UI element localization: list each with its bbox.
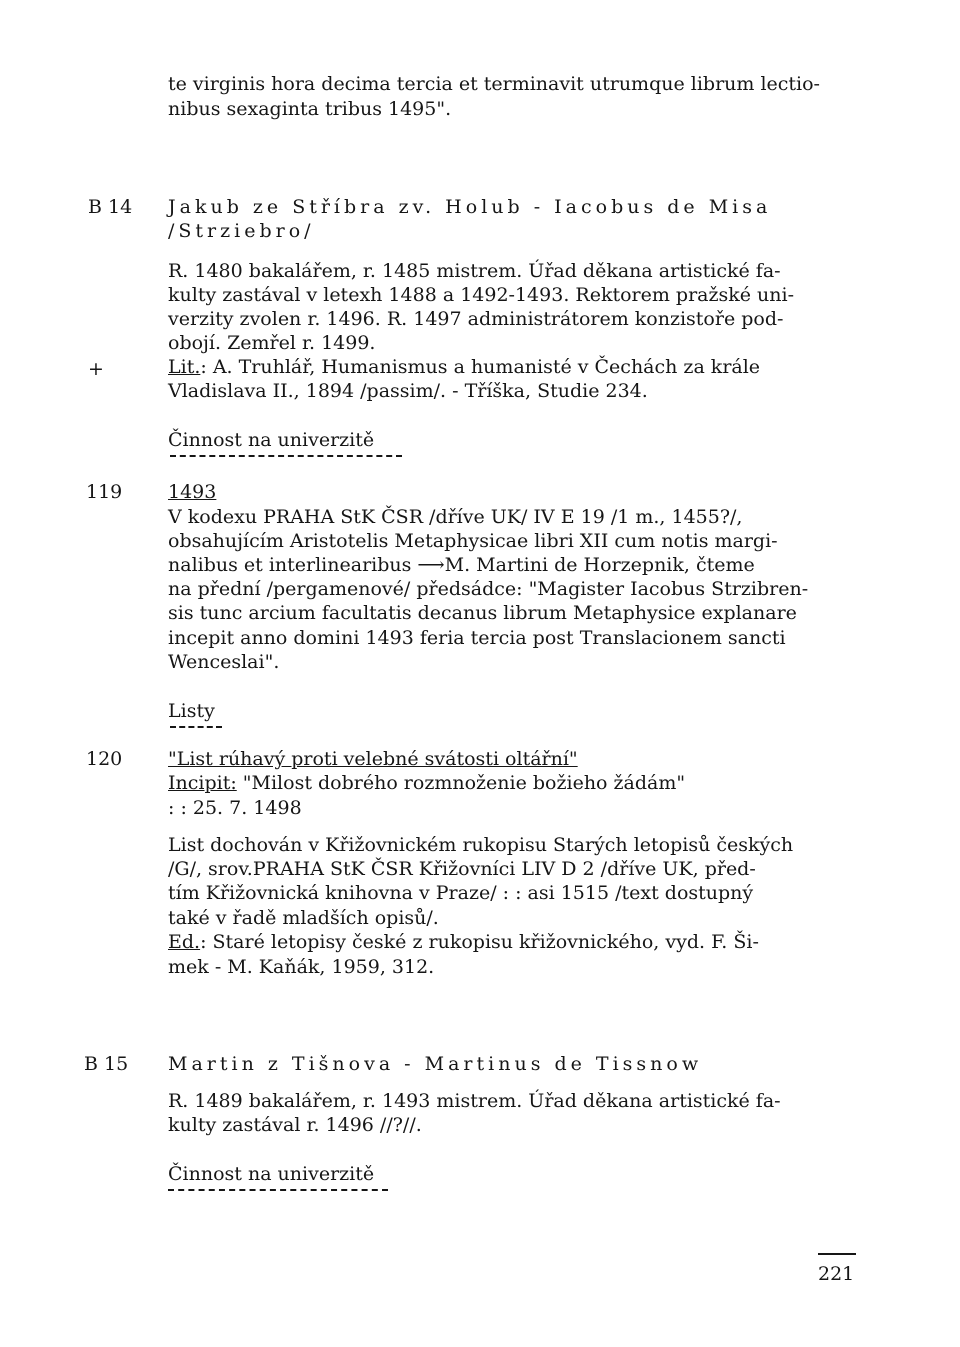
entry119-line-5: sis tunc arcium facultatis decanus librum Metaphysice explanare [168, 602, 797, 624]
entry-number-b15: B 15 [84, 1053, 129, 1075]
page-number-rule [818, 1253, 856, 1255]
listy-heading: Listy [168, 700, 215, 722]
lit-label: Lit. [168, 356, 201, 378]
ed-label: Ed. [168, 931, 201, 953]
b15-heading: Martin z Tišnova - Martinus de Tissnow [168, 1053, 703, 1075]
entry-number-120: 120 [86, 748, 123, 770]
entry120-edition-line-1 [168, 930, 759, 955]
b14-activity-heading: Činnost na univerzitě [168, 429, 375, 451]
entry119-line-3: nalibus et interlinearibus ⟶M. Martini de Horzepnik, čteme [168, 554, 755, 576]
entry120-title: "List rúhavý proti velebné svátosti oltářní" [168, 748, 578, 770]
entry-number-b14: B 14 [88, 196, 133, 218]
b15-activity-dashed-rule [168, 1189, 388, 1191]
intro-line-1: te virginis hora decima tercia et terminavit utrumque librum lectio- [168, 73, 820, 95]
entry120-date: : : 25. 7. 1498 [168, 797, 302, 819]
entry119-line-4: na přední /pergamenové/ předsádce: "Magister Iacobus Strzibren- [168, 578, 809, 600]
listy-dashed-rule [170, 726, 222, 728]
b14-bio-line-1: R. 1480 bakalářem, r. 1485 mistrem. Úřad děkana artistické fa- [168, 260, 781, 282]
b14-bio-line-3: verzity zvolen r. 1496. R. 1497 administrátorem konzistoře pod- [168, 308, 784, 330]
b14-heading-line-2: /Strziebro/ [168, 220, 315, 242]
b14-bio-line-4: obojí. Zemřel r. 1499. [168, 332, 376, 354]
entry120-incipit [168, 771, 685, 796]
entry-number-119: 119 [86, 481, 123, 503]
incipit-label: Incipit: [168, 772, 237, 794]
ed-text: : Staré letopisy české z rukopisu křižovnického, vyd. F. Ši- [200, 931, 759, 953]
page-number: 221 [818, 1263, 855, 1285]
b14-heading-line-1: Jakub ze Stříbra zv. Holub - Iacobus de Misa [168, 196, 772, 218]
b15-bio-line-1: R. 1489 bakalářem, r. 1493 mistrem. Úřad děkana artistické fa- [168, 1090, 781, 1112]
entry120-body-line-1: List dochován v Křižovnickém rukopisu Starých letopisů českých [168, 834, 794, 856]
b14-activity-dashed-rule [170, 455, 402, 457]
lit-text: : A. Truhlář, Humanismus a humanisté v Čechách za krále [200, 356, 761, 378]
entry119-line-6: incepit anno domini 1493 feria tercia post Translacionem sancti [168, 627, 786, 649]
b15-activity-heading: Činnost na univerzitě [168, 1163, 375, 1185]
intro-line-2: nibus sexaginta tribus 1495". [168, 98, 452, 120]
entry119-line-1: V kodexu PRAHA StK ČSR /dříve UK/ IV E 19 /1 m., 1455?/, [168, 506, 743, 528]
entry119-year: 1493 [168, 481, 217, 503]
b14-literature-line-1 [168, 355, 760, 380]
entry120-body-line-4: také v řadě mladších opisů/. [168, 907, 439, 929]
entry120-body-line-3: tím Křižovnická knihovna v Praze/ : : asi 1515 /text dostupný [168, 882, 754, 904]
incipit-text: "Milost dobrého rozmnoženie božieho žádám" [236, 772, 686, 794]
entry120-body-line-2: /G/, srov.PRAHA StK ČSR Křižovníci LIV D 2 /dříve UK, před- [168, 858, 756, 880]
b14-literature-line-2: Vladislava II., 1894 /passim/. - Tříška, Studie 234. [168, 380, 648, 402]
lit-plus-marker: + [88, 358, 104, 380]
b14-bio-line-2: kulty zastával v letexh 1488 a 1492-1493. Rektorem pražské uni- [168, 284, 795, 306]
b15-bio-line-2: kulty zastával r. 1496 //?//. [168, 1114, 422, 1136]
entry119-line-7: Wenceslai". [168, 651, 280, 673]
entry119-line-2: obsahujícím Aristotelis Metaphysicae libri XII cum notis margi- [168, 530, 778, 552]
entry120-edition-line-2: mek - M. Kaňák, 1959, 312. [168, 956, 435, 978]
